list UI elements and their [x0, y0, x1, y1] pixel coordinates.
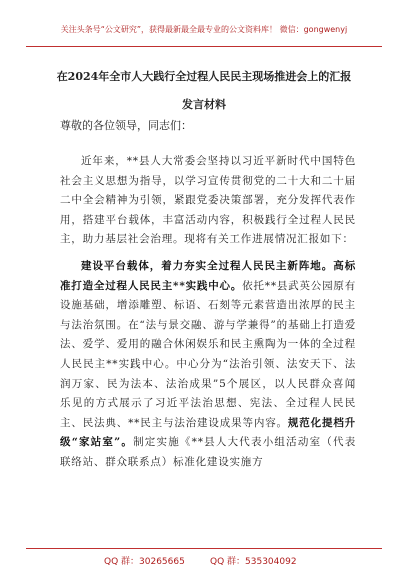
section-heading-2: 规范化提档升级“家站室”。 — [60, 416, 356, 449]
paragraph-intro: 近年来，**县人大常委会坚持以习近平新时代中国特色社会主义思想为指导，以学习宣传贯彻党的二十大和二十届二中全会精神为引领，紧跟党委决策部署，充分发挥代表作用，搭建平台载体，丰富活动内容，积极践行全过程人民民主，助力基层社会治理。现将有关工作进展情况汇报如下： — [60, 155, 356, 246]
section-heading-1: 建设平台载体，着力夯实全过程人民民主新阵地。高标准打造全过程人民民主**实践中心。 — [60, 259, 356, 292]
document-title: 在2024年全市人大践行全过程人民民主现场推进会上的汇报发言材料 — [56, 70, 352, 111]
footer-divider — [26, 548, 382, 549]
header-note: 关注头条号“公文研究”，获得最新最全最专业的公文资料库！ 微信：gongwenyj — [60, 25, 348, 34]
footer-qq-group-1: QQ 群：30265665 — [104, 557, 185, 567]
footer-qq-group-2: QQ 群：535304092 — [210, 557, 297, 567]
paragraph-section-1 — [60, 257, 356, 473]
header-divider — [26, 46, 382, 47]
section-1-text: 依托**县武英公园原有设施基础，增添雕塑、标语、石刻等元素营造出浓厚的民主与法治氛围。在“法与景交融、游与学兼得”的基础上打造爱法、爱学、爱用的融合休闲娱乐和民主熏陶为一体的全过程人民民主**实践中心。中心分为“法治引领、法安天下、法润万家、民为法本、法治成果”5个展区，以人民群众喜闻乐见的方式展示了习近平法治思想、宪法、全过程人民民主、民法典、**民主与法治建设成果等内容。 — [60, 279, 356, 429]
salutation: 尊敬的各位领导，同志们： — [60, 119, 192, 132]
section-2-text: 制定实施《**县人大代表小组活动室（代表联络站、群众联系点）标准化建设实施方 — [60, 436, 357, 468]
document-body — [60, 152, 356, 473]
